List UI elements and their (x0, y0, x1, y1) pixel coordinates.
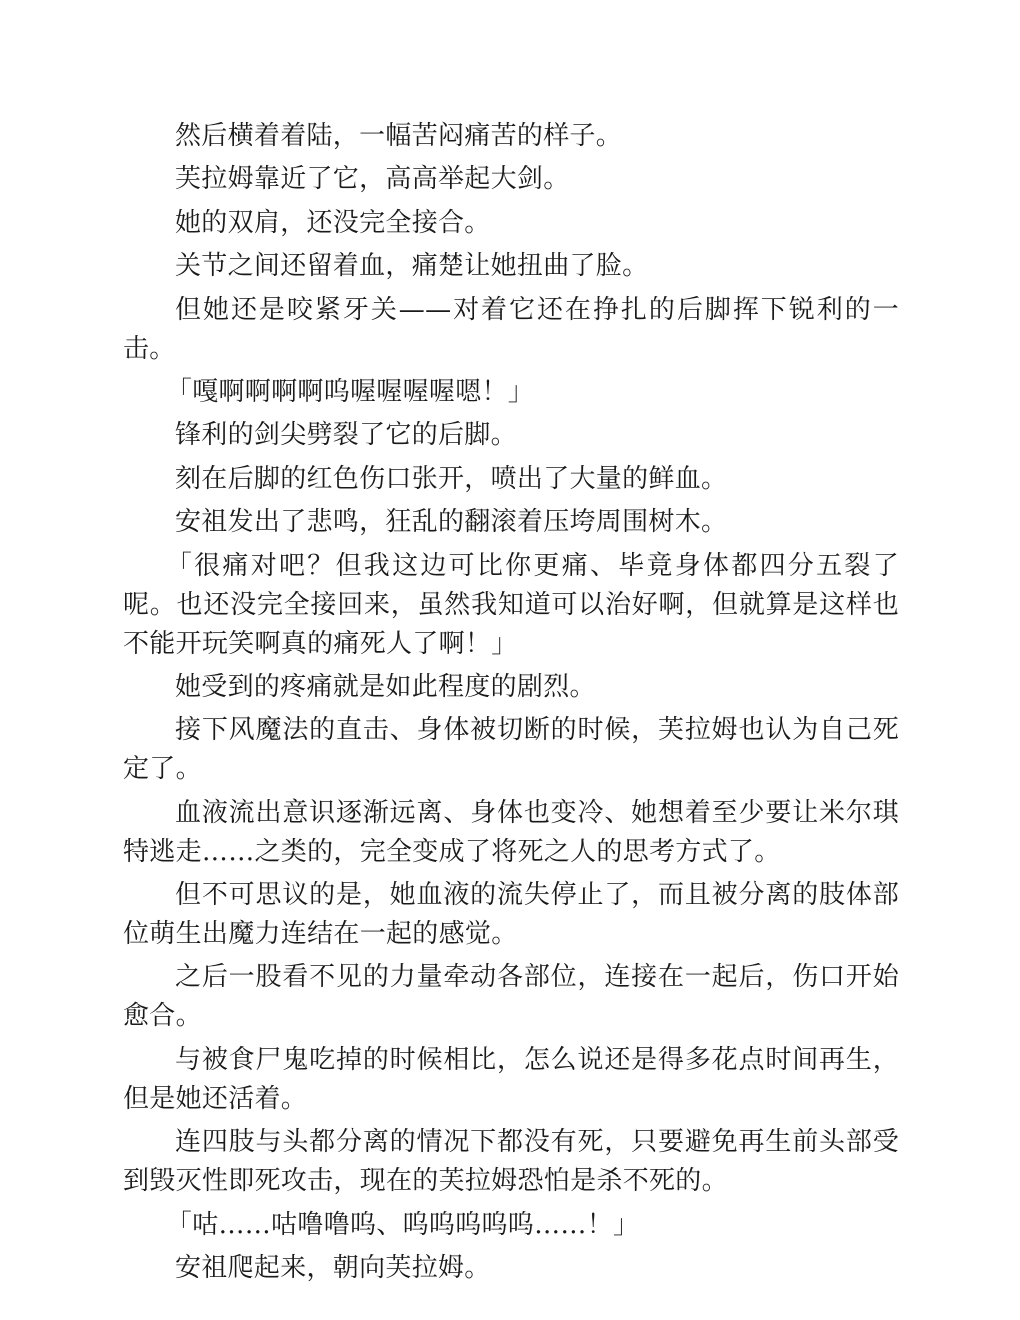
paragraph: 安祖发出了悲鸣，狂乱的翻滚着压垮周围树木。 (175, 507, 728, 538)
paragraph: 关节之间还留着血，痛楚让她扭曲了脸。 (175, 251, 649, 282)
novel-text-body (123, 117, 899, 1292)
paragraph: 与被食尸鬼吃掉的时候相比，怎么说还是得多花点时间再生，但是她还活着。 (123, 1044, 899, 1114)
paragraph: 刻在后脚的红色伤口张开，喷出了大量的鲜血。 (175, 463, 728, 494)
paragraph: 安祖爬起来，朝向芙拉姆。 (175, 1253, 491, 1284)
dialogue-paragraph: 「嘎啊啊啊啊呜喔喔喔喔嗯！」 (165, 376, 535, 407)
paragraph: 她受到的疼痛就是如此程度的剧烈。 (175, 671, 596, 702)
paragraph: 芙拉姆靠近了它，高高举起大剑。 (175, 164, 570, 195)
paragraph: 但她还是咬紧牙关——对着它还在挣扎的后脚挥下锐利的一击。 (123, 294, 899, 364)
dialogue-paragraph: 「咕……咕噜噜呜、呜呜呜呜呜……！」 (165, 1209, 640, 1240)
paragraph: 然后横着着陆，一幅苦闷痛苦的样子。 (175, 121, 623, 151)
paragraph: 但不可思议的是，她血液的流失停止了，而且被分离的肢体部位萌生出魔力连结在一起的感觉。 (123, 880, 899, 950)
paragraph: 血液流出意识逐渐远离、身体也变冷、她想着至少要让米尔琪特逃走……之类的，完全变成了将死之人的思考方式了。 (123, 797, 899, 867)
paragraph: 接下风魔法的直击、身体被切断的时候，芙拉姆也认为自己死定了。 (123, 715, 899, 785)
paragraph: 她的双肩，还没完全接合。 (175, 207, 491, 238)
dialogue-paragraph: 「很痛对吧？但我这边可比你更痛、毕竟身体都四分五裂了呢。也还没完全接回来，虽然我知道可以治好啊，但就算是这样也不能开玩笑啊真的痛死人了啊！」 (123, 550, 899, 659)
paragraph: 之后一股看不见的力量牵动各部位，连接在一起后，伤口开始愈合。 (123, 962, 899, 1032)
paragraph: 连四肢与头都分离的情况下都没有死，只要避免再生前头部受到毁灭性即死攻击，现在的芙拉姆恐怕是杀不死的。 (123, 1127, 899, 1197)
paragraph: 锋利的剑尖劈裂了它的后脚。 (175, 420, 517, 451)
